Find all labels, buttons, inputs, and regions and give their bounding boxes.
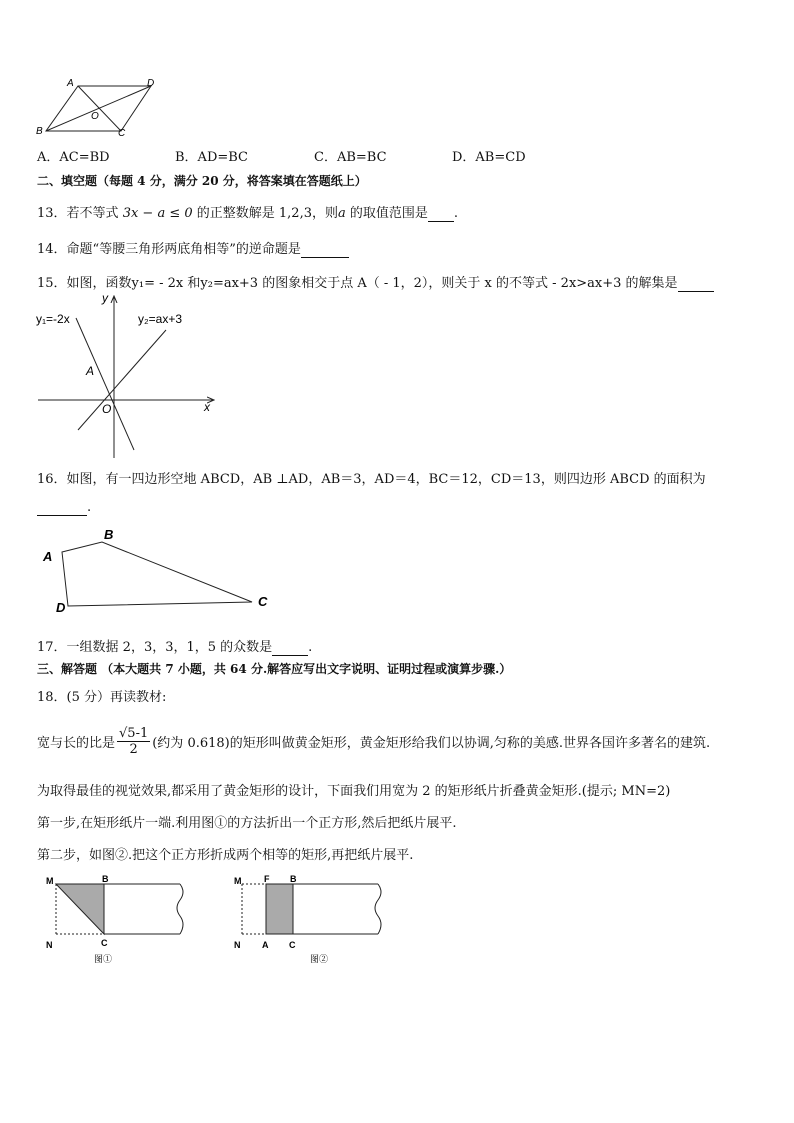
section-2-heading: 二、填空题（每题 4 分，满分 20 分，将答案填在答题纸上） bbox=[37, 174, 367, 188]
question-15 bbox=[37, 272, 714, 292]
quad-label-d: D bbox=[56, 600, 66, 615]
fig2-n: N bbox=[234, 940, 241, 950]
golden-ratio-fraction bbox=[117, 726, 150, 757]
option-b: B．AD=BC bbox=[175, 150, 248, 165]
function-graph-figure bbox=[34, 290, 224, 460]
q16-end: . bbox=[87, 500, 92, 515]
label-a: A bbox=[67, 78, 74, 89]
q13-suffix: 的取值范围是 bbox=[345, 206, 428, 221]
q15-text: 15．如图，函数y₁= - 2x 和y₂=ax+3 的图象相交于点 A（ - 1，2），则关于 x 的不等式 - 2x>ax+3 的解集是 bbox=[37, 276, 678, 291]
fig1-b: B bbox=[102, 874, 109, 884]
fig1-caption: 图① bbox=[94, 954, 113, 964]
y2-label: y₂=ax+3 bbox=[138, 312, 183, 326]
origin-label: O bbox=[102, 402, 112, 416]
q16-answer-blank bbox=[37, 500, 87, 516]
label-b: B bbox=[36, 126, 43, 137]
fold-figure-1 bbox=[40, 872, 200, 968]
x-axis-label: x bbox=[204, 400, 210, 414]
fraction-denominator: 2 bbox=[129, 741, 138, 757]
section-3-heading: 三、解答题 （本大题共 7 小题，共 64 分.解答应写出文字说明、证明过程或演算步骤.） bbox=[37, 662, 512, 676]
point-a-label: A bbox=[86, 364, 95, 378]
parallelogram-figure bbox=[34, 74, 164, 140]
q13-inequality: 3x − a ≤ 0 bbox=[122, 206, 193, 221]
quad-label-b: B bbox=[104, 527, 114, 542]
quadrilateral-figure bbox=[34, 524, 284, 616]
q17-answer-blank bbox=[272, 640, 308, 656]
q18-p1-b: (约为 0.618)的矩形叫做黄金矩形，黄金矩形给我们以协调,匀称的美感.世界各国许多著名的建筑. bbox=[152, 735, 711, 751]
option-c: C．AB=BC bbox=[314, 150, 387, 165]
fig1-m: M bbox=[46, 876, 54, 886]
y-axis-label: y bbox=[102, 291, 108, 305]
q17-text: 17．一组数据 2，3，3，1，5 的众数是 bbox=[37, 640, 273, 655]
q18-p1-a: 宽与长的比是 bbox=[37, 735, 116, 751]
question-18-heading: 18．(5 分）再读教材: bbox=[37, 690, 167, 705]
fig2-caption: 图② bbox=[310, 954, 329, 964]
question-17 bbox=[37, 636, 312, 656]
question-16: 16．如图，有一四边形空地 ABCD，AB ⊥AD，AB＝3，AD＝4，BC＝12，CD＝13，则四边形 ABCD 的面积为 bbox=[37, 472, 706, 487]
fig2-b: B bbox=[290, 874, 297, 884]
q13-prefix: 13．若不等式 bbox=[37, 206, 123, 221]
fig2-a: A bbox=[262, 940, 269, 950]
option-d: D．AB=CD bbox=[452, 150, 526, 165]
q18-paragraph-2: 为取得最佳的视觉效果,都采用了黄金矩形的设计，下面我们用宽为 2 的矩形纸片折叠黄金矩形.(提示; MN=2) bbox=[37, 784, 671, 799]
q13-mid2: ，则 bbox=[311, 206, 338, 221]
fold-figure-2 bbox=[230, 872, 390, 968]
q18-paragraph-1 bbox=[37, 720, 710, 762]
option-a: A．AC=BD bbox=[37, 150, 110, 165]
label-d: D bbox=[147, 78, 155, 89]
label-o: O bbox=[91, 111, 99, 122]
quad-label-a: A bbox=[43, 549, 53, 564]
fig2-c: C bbox=[289, 940, 296, 950]
fig2-m: M bbox=[234, 876, 242, 886]
q13-answer-blank bbox=[428, 206, 454, 222]
q13-var: a bbox=[338, 206, 346, 221]
fig1-c: C bbox=[101, 938, 108, 948]
q13-solutions: 1,2,3 bbox=[278, 206, 312, 221]
q14-answer-blank bbox=[301, 242, 349, 258]
question-13: 13．若不等式 3x − a ≤ 0 的正整数解是 1,2,3，则a 的取值范围是 . bbox=[37, 206, 459, 221]
question-14 bbox=[37, 238, 349, 258]
fraction-numerator: √5-1 bbox=[119, 725, 149, 741]
fig1-n: N bbox=[46, 940, 53, 950]
q14-text: 14．命题“等腰三角形两底角相等”的逆命题是 bbox=[37, 242, 301, 257]
q16-answer-line bbox=[37, 500, 91, 516]
q17-end: . bbox=[308, 640, 313, 655]
label-c: C bbox=[118, 128, 126, 139]
y1-label: y₁=-2x bbox=[36, 312, 70, 326]
q15-answer-blank bbox=[678, 276, 714, 292]
q18-paragraph-4: 第二步，如图②.把这个正方形折成两个相等的矩形,再把纸片展平. bbox=[37, 848, 414, 863]
q18-paragraph-3: 第一步,在矩形纸片一端.利用图①的方法折出一个正方形,然后把纸片展平. bbox=[37, 816, 457, 831]
q13-mid: 的正整数解是 bbox=[192, 206, 279, 221]
quad-label-c: C bbox=[258, 594, 268, 609]
fig2-f: F bbox=[264, 874, 270, 884]
